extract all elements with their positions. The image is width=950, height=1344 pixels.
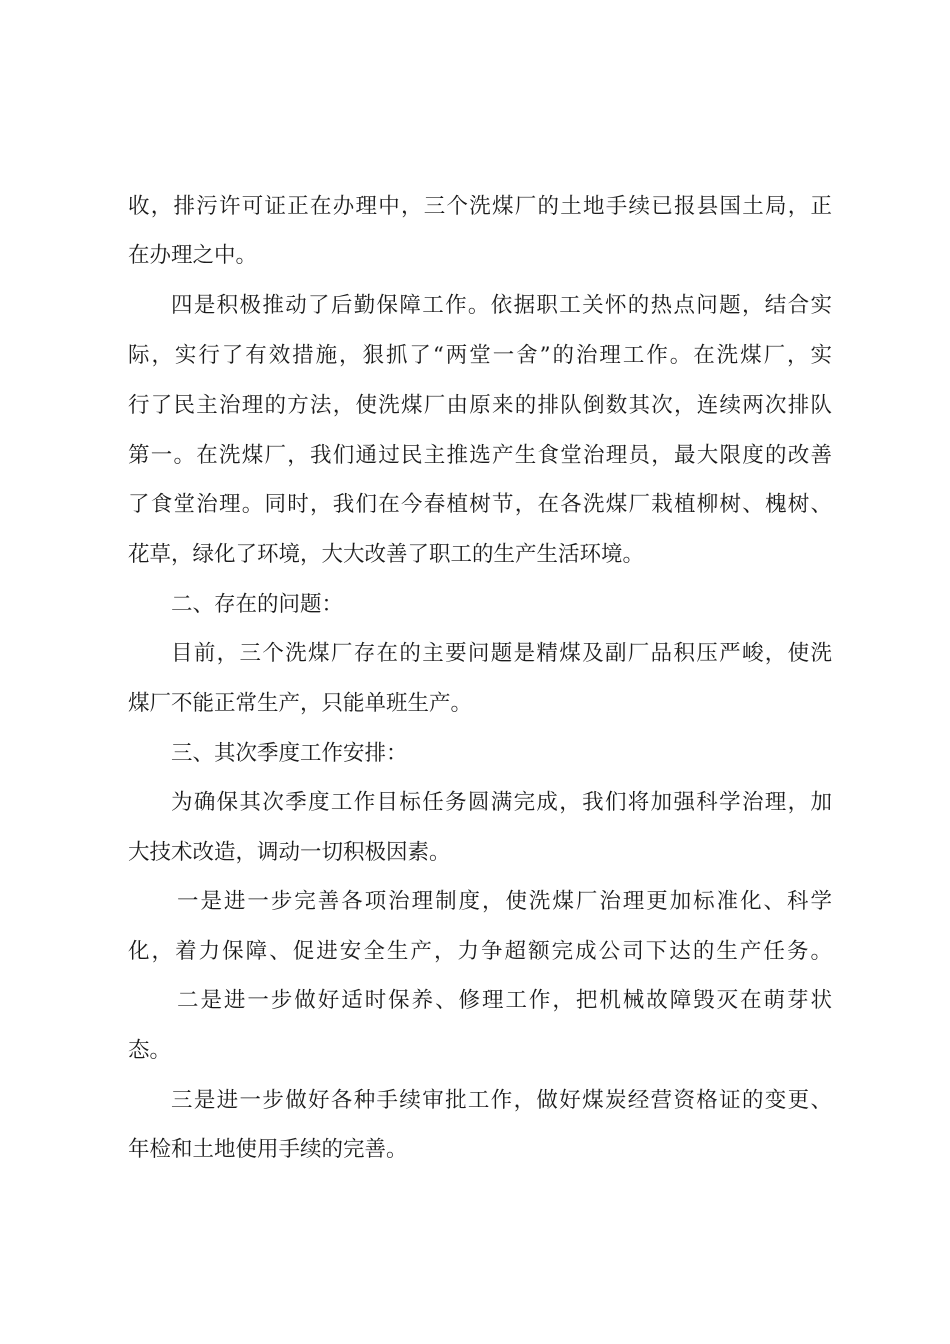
- text-line: 四是积极推动了后勤保障工作。依据职工关怀的热点问题，结合实: [171, 293, 832, 318]
- text-line: 际，实行了有效措施，狠抓了“两堂一舍”的治理工作。在洗煤厂，实: [128, 343, 832, 368]
- text-line: 第一。在洗煤厂，我们通过民主推选产生食堂治理员，最大限度的改善: [128, 443, 832, 468]
- text-line: 花草，绿化了环境，大大改善了职工的生产生活环境。: [128, 542, 645, 567]
- text-line: 大技术改造，调动一切积极因素。: [128, 840, 451, 865]
- text-line: 收，排污许可证正在办理中，三个洗煤厂的土地手续已报县国土局，正: [128, 194, 832, 219]
- text-line: 了食堂治理。同时，我们在今春植树节，在各洗煤厂栽植柳树、槐树、: [128, 492, 832, 517]
- text-line: 在办理之中。: [128, 243, 258, 268]
- text-line: 二是进一步做好适时保养、修理工作，把机械故障毁灭在萌芽状: [177, 988, 832, 1013]
- section-heading: 三、其次季度工作安排：: [171, 741, 408, 766]
- text-line: 化，着力保障、促进安全生产，力争超额完成公司下达的生产任务。: [128, 939, 832, 964]
- text-line: 目前，三个洗煤厂存在的主要问题是精煤及副厂品积压严峻，使洗: [171, 641, 832, 666]
- text-line: 年检和土地使用手续的完善。: [128, 1137, 408, 1162]
- text-line: 为确保其次季度工作目标任务圆满完成，我们将加强科学治理，加: [171, 790, 832, 815]
- section-heading: 二、存在的问题：: [171, 592, 344, 617]
- text-line: 一是进一步完善各项治理制度，使洗煤厂治理更加标准化、科学: [177, 889, 832, 914]
- text-line: 三是进一步做好各种手续审批工作，做好煤炭经营资格证的变更、: [171, 1088, 832, 1113]
- text-line: 行了民主治理的方法，使洗煤厂由原来的排队倒数其次，连续两次排队: [128, 393, 832, 418]
- text-line: 煤厂不能正常生产，只能单班生产。: [128, 691, 473, 716]
- text-line: 态。: [128, 1038, 172, 1063]
